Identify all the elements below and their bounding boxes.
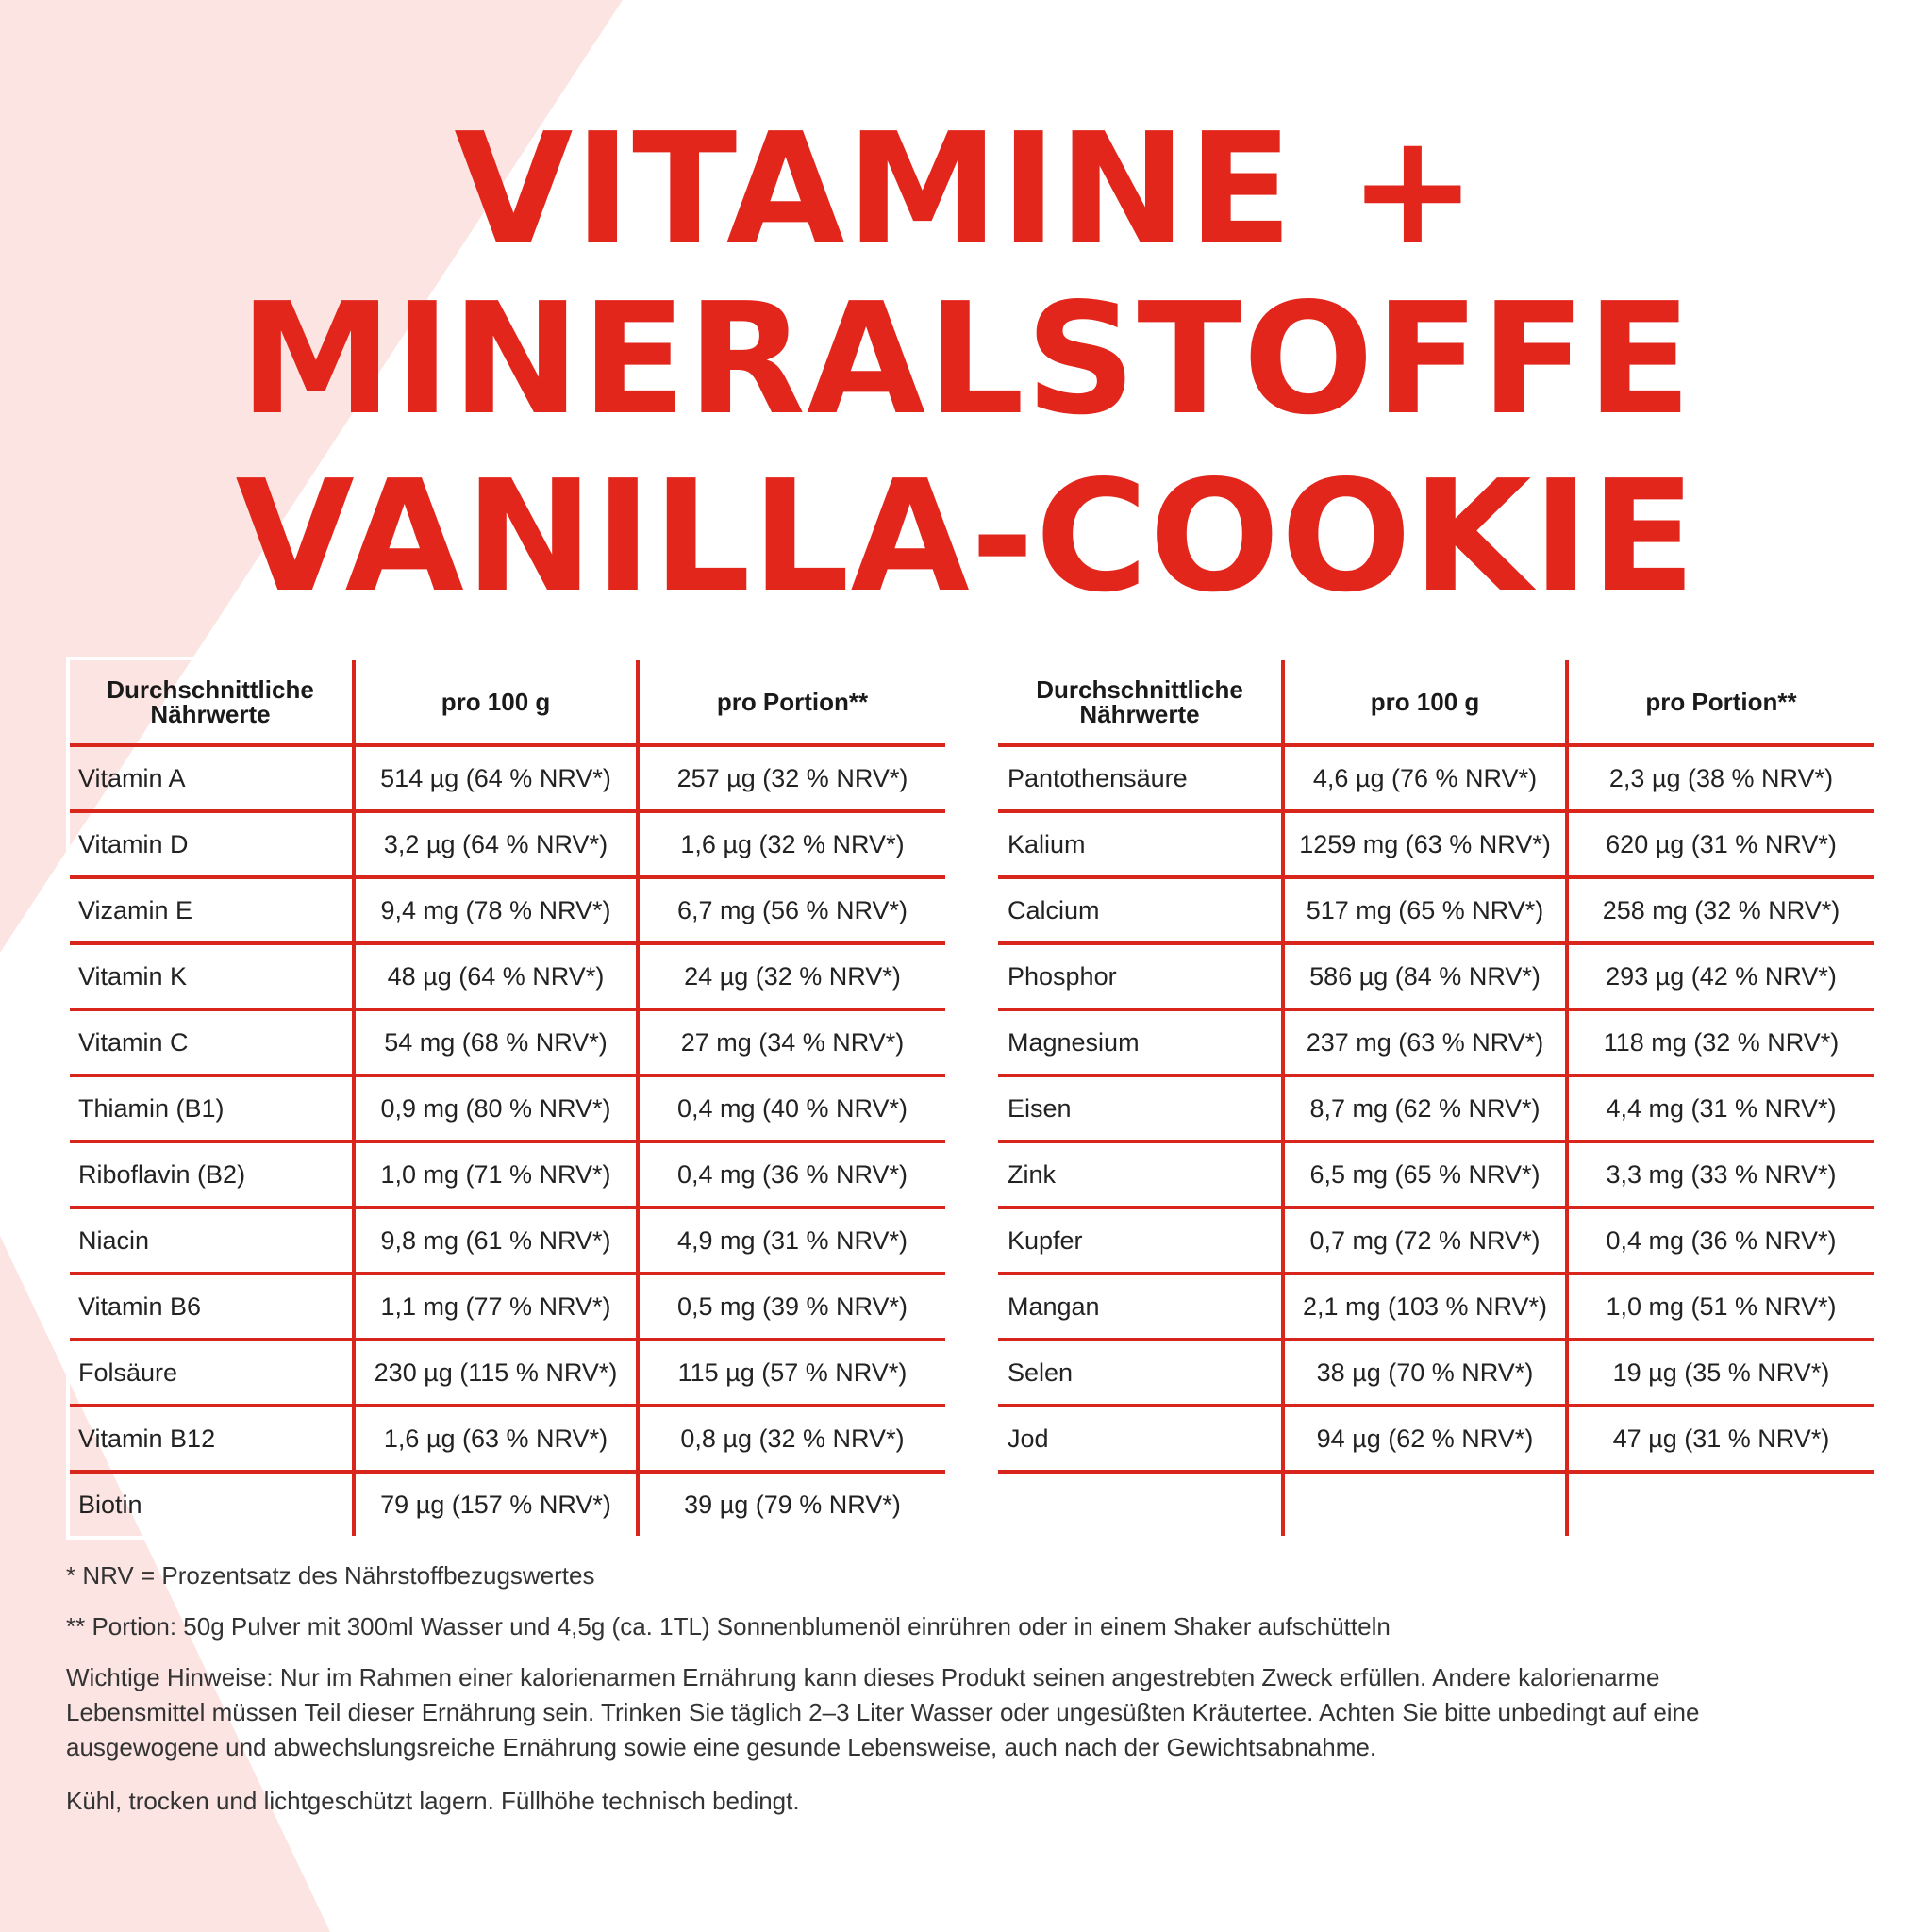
table-row bbox=[69, 877, 945, 943]
table-row bbox=[69, 1075, 945, 1141]
table-row bbox=[69, 1141, 945, 1208]
empty-cell bbox=[1567, 1472, 1874, 1536]
value-per-100g: 54 mg (68 % NRV*) bbox=[354, 1009, 638, 1075]
value-per-portion: 0,8 µg (32 % NRV*) bbox=[638, 1406, 945, 1472]
value-per-portion: 4,4 mg (31 % NRV*) bbox=[1567, 1075, 1874, 1141]
table-row bbox=[998, 1274, 1874, 1340]
important-notes: Wichtige Hinweise: Nur im Rahmen einer kalorienarmen Ernährung kann dieses Produkt seinen angestrebten Zweck erfüllen. Andere kalorienarme Lebensmittel müssen Teil dieser Ernährung sein. Trinken Sie täglich 2–3 Liter Wasser oder ungesüßten Kräutertee. Achten Sie bitte unbedingt auf eine ausgewogene und abwechslungsreiche Ernährung sowie eine gesunde Lebensweise, auch nach der Gewichtsabnahme. bbox=[66, 1663, 1700, 1761]
title-block bbox=[0, 101, 1932, 626]
nutrition-table-minerals bbox=[998, 660, 1874, 1536]
table-row bbox=[69, 1406, 945, 1472]
title-line-1: VITAMINE + bbox=[454, 101, 1478, 279]
frame-line-top bbox=[66, 657, 355, 660]
table-row bbox=[998, 1406, 1874, 1472]
nutrient-name: Riboflavin (B2) bbox=[69, 1141, 354, 1208]
nutrient-name: Thiamin (B1) bbox=[69, 1075, 354, 1141]
value-per-100g: 8,7 mg (62 % NRV*) bbox=[1283, 1075, 1567, 1141]
frame-line-bottom bbox=[66, 1536, 355, 1540]
nutrient-name: Vitamin D bbox=[69, 811, 354, 877]
value-per-portion: 47 µg (31 % NRV*) bbox=[1567, 1406, 1874, 1472]
value-per-portion: 39 µg (79 % NRV*) bbox=[638, 1472, 945, 1536]
value-per-100g: 79 µg (157 % NRV*) bbox=[354, 1472, 638, 1536]
value-per-portion: 0,4 mg (36 % NRV*) bbox=[638, 1141, 945, 1208]
table-row bbox=[998, 1141, 1874, 1208]
nutrient-name: Calcium bbox=[998, 877, 1283, 943]
nutrient-name: Zink bbox=[998, 1141, 1283, 1208]
table-row bbox=[69, 745, 945, 811]
nutrient-name: Vizamin E bbox=[69, 877, 354, 943]
nutrient-name: Kalium bbox=[998, 811, 1283, 877]
value-per-100g: 237 mg (63 % NRV*) bbox=[1283, 1009, 1567, 1075]
value-per-100g: 4,6 µg (76 % NRV*) bbox=[1283, 745, 1567, 811]
table-row bbox=[998, 745, 1874, 811]
nutrient-name: Phosphor bbox=[998, 943, 1283, 1009]
nutrient-name: Vitamin C bbox=[69, 1009, 354, 1075]
table-row-empty bbox=[998, 1472, 1874, 1536]
nutrient-name: Biotin bbox=[78, 1490, 142, 1519]
value-per-portion: 620 µg (31 % NRV*) bbox=[1567, 811, 1874, 877]
table-row bbox=[69, 1274, 945, 1340]
frame-line-left bbox=[66, 657, 70, 1540]
table-row bbox=[69, 943, 945, 1009]
header-per-100g: pro 100 g bbox=[354, 660, 638, 745]
value-per-portion: 2,3 µg (38 % NRV*) bbox=[1567, 745, 1874, 811]
value-per-100g: 3,2 µg (64 % NRV*) bbox=[354, 811, 638, 877]
nutrient-name: Vitamin K bbox=[69, 943, 354, 1009]
value-per-100g: 2,1 mg (103 % NRV*) bbox=[1283, 1274, 1567, 1340]
empty-cell bbox=[1283, 1472, 1567, 1536]
title-line-3: VANILLA-COOKIE bbox=[235, 448, 1697, 626]
nutrition-table-vitamins bbox=[69, 660, 945, 1536]
portion-footnote: ** Portion: 50g Pulver mit 300ml Wasser und 4,5g (ca. 1TL) Sonnenblumenöl einrühren oder in einem Shaker aufschütteln bbox=[66, 1612, 1391, 1641]
value-per-100g: 9,4 mg (78 % NRV*) bbox=[354, 877, 638, 943]
nutrient-name: Niacin bbox=[69, 1208, 354, 1274]
header-average-values: Durchschnittliche Nährwerte bbox=[69, 660, 354, 745]
value-per-100g: 230 µg (115 % NRV*) bbox=[354, 1340, 638, 1406]
header-per-portion: pro Portion** bbox=[1567, 660, 1874, 745]
value-per-portion: 19 µg (35 % NRV*) bbox=[1567, 1340, 1874, 1406]
table-row bbox=[998, 1075, 1874, 1141]
value-per-100g: 586 µg (84 % NRV*) bbox=[1283, 943, 1567, 1009]
value-per-100g: 514 µg (64 % NRV*) bbox=[354, 745, 638, 811]
nutrient-name: Vitamin B6 bbox=[69, 1274, 354, 1340]
value-per-100g: 9,8 mg (61 % NRV*) bbox=[354, 1208, 638, 1274]
table-row bbox=[69, 1208, 945, 1274]
value-per-portion: 293 µg (42 % NRV*) bbox=[1567, 943, 1874, 1009]
value-per-portion: 3,3 mg (33 % NRV*) bbox=[1567, 1141, 1874, 1208]
value-per-100g: 1259 mg (63 % NRV*) bbox=[1283, 811, 1567, 877]
table-row bbox=[69, 1009, 945, 1075]
value-per-portion: 115 µg (57 % NRV*) bbox=[638, 1340, 945, 1406]
value-per-portion: 1,6 µg (32 % NRV*) bbox=[638, 811, 945, 877]
value-per-100g: 1,0 mg (71 % NRV*) bbox=[354, 1141, 638, 1208]
nutrient-name: Pantothensäure bbox=[998, 745, 1283, 811]
table-row bbox=[998, 877, 1874, 943]
value-per-portion: 0,5 mg (39 % NRV*) bbox=[638, 1274, 945, 1340]
title-line-2: MINERALSTOFFE bbox=[239, 271, 1693, 449]
value-per-portion: 4,9 mg (31 % NRV*) bbox=[638, 1208, 945, 1274]
value-per-portion: 24 µg (32 % NRV*) bbox=[638, 943, 945, 1009]
table-row bbox=[998, 811, 1874, 877]
header-average-values: Durchschnittliche Nährwerte bbox=[998, 660, 1283, 745]
value-per-100g: 38 µg (70 % NRV*) bbox=[1283, 1340, 1567, 1406]
value-per-portion: 27 mg (34 % NRV*) bbox=[638, 1009, 945, 1075]
value-per-100g: 94 µg (62 % NRV*) bbox=[1283, 1406, 1567, 1472]
nrv-footnote: * NRV = Prozentsatz des Nährstoffbezugswertes bbox=[66, 1561, 595, 1590]
table-row bbox=[998, 1208, 1874, 1274]
value-per-100g: 6,5 mg (65 % NRV*) bbox=[1283, 1141, 1567, 1208]
value-per-portion: 0,4 mg (36 % NRV*) bbox=[1567, 1208, 1874, 1274]
nutrient-name: Folsäure bbox=[69, 1340, 354, 1406]
value-per-100g: 48 µg (64 % NRV*) bbox=[354, 943, 638, 1009]
nutrient-name: Vitamin B12 bbox=[69, 1406, 354, 1472]
value-per-portion: 118 mg (32 % NRV*) bbox=[1567, 1009, 1874, 1075]
value-per-portion: 257 µg (32 % NRV*) bbox=[638, 745, 945, 811]
table-row bbox=[998, 1340, 1874, 1406]
nutrient-name: Jod bbox=[998, 1406, 1283, 1472]
nutrient-name: Selen bbox=[998, 1340, 1283, 1406]
nutrient-name: Mangan bbox=[998, 1274, 1283, 1340]
empty-cell bbox=[998, 1472, 1283, 1536]
value-per-portion: 0,4 mg (40 % NRV*) bbox=[638, 1075, 945, 1141]
table-row bbox=[69, 811, 945, 877]
nutrient-name: Vitamin A bbox=[69, 745, 354, 811]
value-per-portion: 1,0 mg (51 % NRV*) bbox=[1567, 1274, 1874, 1340]
table-row bbox=[998, 943, 1874, 1009]
value-per-100g: 1,1 mg (77 % NRV*) bbox=[354, 1274, 638, 1340]
table-header-row bbox=[998, 660, 1874, 745]
nutrient-name: Eisen bbox=[998, 1075, 1283, 1141]
footnotes bbox=[66, 1558, 1802, 1819]
table-row bbox=[998, 1009, 1874, 1075]
value-per-100g: 517 mg (65 % NRV*) bbox=[1283, 877, 1567, 943]
table-header-row bbox=[69, 660, 945, 745]
value-per-100g: 1,6 µg (63 % NRV*) bbox=[354, 1406, 638, 1472]
value-per-portion: 258 mg (32 % NRV*) bbox=[1567, 877, 1874, 943]
table-row bbox=[69, 1340, 945, 1406]
value-per-portion: 6,7 mg (56 % NRV*) bbox=[638, 877, 945, 943]
value-per-100g: 0,7 mg (72 % NRV*) bbox=[1283, 1208, 1567, 1274]
header-per-portion: pro Portion** bbox=[638, 660, 945, 745]
header-per-100g: pro 100 g bbox=[1283, 660, 1567, 745]
value-per-100g: 0,9 mg (80 % NRV*) bbox=[354, 1075, 638, 1141]
nutrient-name: Magnesium bbox=[998, 1009, 1283, 1075]
nutrient-name: Kupfer bbox=[998, 1208, 1283, 1274]
table-row bbox=[69, 1472, 945, 1536]
storage-note: Kühl, trocken und lichtgeschützt lagern. Füllhöhe technisch bedingt. bbox=[66, 1787, 800, 1815]
